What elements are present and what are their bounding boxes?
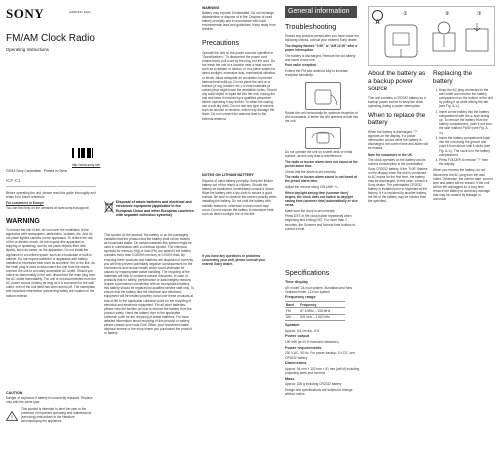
when-replace-heading: When to replace the battery: [368, 111, 426, 127]
warning-text: To reduce the risk of fire, do not cover the ventilation of the apparatus with newspapers, tablecloths, curtains, etc. And do not place lighted candles on the apparatus. To reduce the risk of fire or electric shock, do not expose this apparatus to dripping or splashing, and do not place objects filled with liquids, such as vases, on the apparatus. Do not install the appliance in a confined space, such as a bookcase or built-in cabinet. Do not expose batteries or apparatus with battery installed to excessive heat such as sunshine, fire or the like. As the main plug is used to disconnect the unit from the mains, connect the unit to an easily accessible AC outlet. Should you notice an abnormality in the unit, disconnect the main plug from the AC outlet immediately. The unit is not disconnected from the AC power source (mains) as long as it is connected to the wall outlet, even if the unit itself has been turned off. The nameplate and important information concerning safety are located on the bottom exterior.: [6, 228, 96, 298]
trouble-question: The display flashes "0:00" or "AM 12:00" after a power interruption.: [285, 43, 358, 52]
page-subtitle: Operating Instructions: [6, 47, 49, 52]
spec-heading: Power requirements: [285, 345, 322, 350]
spec-heading: Speaker: [285, 323, 300, 327]
trouble-answer: Check that the alarm is set correctly.: [285, 169, 337, 174]
caution-heading: CAUTION: [6, 391, 23, 395]
trouble-question: The radio or buzzer alarm sound is not heard at the preset alarm time.: [285, 175, 357, 184]
replacing-step: 4. Press FOLDER to remove "?" from the display.: [439, 158, 493, 166]
trouble-answer: Do not operate the unit on a steel desk or metal surface, as this may lead to interference.: [285, 150, 353, 159]
troubleshooting-list: [285, 34, 360, 79]
spec-text: Approx. 326 g including CR2032 battery: [285, 382, 342, 387]
questions-text: If you have any questions or problems concerning your unit, please consult your nearest Sony dealer.: [202, 254, 266, 267]
trouble-question: The radio or buzzer alarm does not sound at the preset alarm time.: [285, 159, 358, 168]
specifications-list: [285, 280, 360, 398]
radio-antenna-illustration: [305, 82, 341, 110]
when-replace-text: When the battery is discharged, "?" appears on the display. If a power interruption occurs while the battery is discharged, the current time and alarm will be erased.: [368, 129, 428, 151]
replacing-heading: Replacing the battery: [433, 70, 473, 85]
spec-text: Approx. 5.6 cm dia., 8 Ω: [285, 328, 320, 333]
figure-step-3: ③: [477, 11, 482, 17]
symbol-note: This symbol is intended to alert the user to the presence of important operating and maintenance (servicing) instructions in the literature accompanying the appliance.: [21, 407, 92, 424]
table-cell: FM: [285, 308, 299, 314]
table-cell: 531 kHz – 1 602 kHz: [299, 314, 345, 320]
svg-text:!: !: [11, 415, 13, 421]
troubleshooting-intro: Should any problem persist after you have made the following checks, consult your nearest Sony dealer.: [285, 34, 359, 43]
spec-heading: Mass: [285, 376, 295, 381]
battery-backup-text: This unit contains a CR2032 battery as a backup power source to keep the clock operating during a power interruption.: [368, 95, 426, 108]
warning2-text: Battery may explode if mistreated. Do not recharge, disassemble or dispose of in fire. Dispose of used battery promptly and in accordance with local environmental laws and guidelines. Keep away from children.: [202, 11, 276, 32]
trouble-answer: Make sure the clock is set correctly.: [285, 208, 336, 213]
spec-heading: Dimensions: [285, 361, 307, 366]
note-batteries-text: The clock operates on the battery and its current consumption is the preinstalled Sony CR2032 battery. If the "0:00" flashes on the display when the unit is connected to AC mains for the first time, the battery may be discharged. In this case, consult a Sony dealer. The preinstalled CR2032 battery is installed prior to shipment at the factory. If it is replaced by another battery, the life of the battery may be shorter than the specified.: [368, 158, 428, 204]
figure-step-1: ①: [403, 11, 408, 17]
column-5: [368, 6, 493, 466]
replacing-steps: [433, 88, 493, 166]
figure-label: A: [375, 20, 380, 26]
column-2: [104, 200, 194, 470]
warning-heading: WARNING: [6, 218, 40, 225]
spec-heading: Power output: [285, 334, 310, 339]
customers-europe-heading: For customers in Europe: [6, 200, 44, 205]
specifications-heading: Specifications: [285, 268, 330, 277]
trouble-question: When daylight saving time (summer time) begins, the clock does not switch to daylight saving time (summer time) automatically or vice versa.: [285, 190, 358, 207]
column-4: [285, 6, 360, 466]
trouble-question: Poor radio reception.: [285, 63, 318, 68]
spec-heading: Frequency range: [285, 295, 316, 300]
general-info-banner: [285, 6, 357, 18]
spec-text: UK model: 24-hour system. Australian and New Zealand model: 12-hour system: [285, 285, 352, 294]
replacing-step: 1. Keep the AC plug connected to the wall outlet and remove the battery compartment on the bottom of the unit by pulling it up while sliding the tab (see Fig. A-①).: [439, 88, 493, 108]
notes-lithium-heading: NOTES ON LITHIUM BATTERY: [202, 173, 254, 177]
brand-logo: SONY: [6, 6, 45, 21]
trouble-list-2: [285, 150, 360, 232]
table-header-cell: Frequency: [299, 302, 345, 308]
figure-step-2: ②: [445, 11, 450, 17]
replacing-notes: When you remove the battery, do not disconnect the AC plug from the wall outlet. Otherwise, the current date, current time and alarm will be erased. If the unit will be left unplugged for a long time, remove the battery to avoid any damage that may be caused by leakage or corrosion.: [433, 168, 493, 202]
barcode: [72, 148, 92, 158]
intro-text: [6, 191, 96, 212]
spec-text: 100 mW (at 10 % harmonic distortion): [285, 340, 339, 345]
trouble-answer: Rotate the unit horizontally for optimum reception of AM broadcasts. A ferrite bar AM antenna is built into the unit.: [285, 111, 359, 124]
trouble-answer: Extend the FM wire antenna fully to increase reception sensitivity.: [285, 69, 348, 78]
column-3: [202, 6, 277, 466]
warning-triangle-icon: [6, 408, 18, 426]
table-cell: AM: [285, 314, 299, 320]
printed-in: Printed in China: [44, 169, 67, 173]
intro-paragraph: Before operating the unit, please read this guide thoroughly and retain it for future reference.: [6, 191, 96, 200]
disposal-text: This symbol on the product, the battery or on the packaging indicates that the product and the battery shall not be treated as household waste. On certain batteries this symbol might be used in combination with a chemical symbol. The chemical symbols for mercury (Hg) or lead (Pb) are added if the battery contains more than 0.0005% mercury or 0.004% lead. By ensuring these products and batteries are disposed of correctly, you will help prevent potentially negative consequences for the environment and human health which could otherwise be caused by inappropriate waste handling. The recycling of the materials will help to conserve natural resources. In case of products that for safety, performance or data integrity reasons require a permanent connection with an incorporated battery, this battery should be replaced by qualified service staff only. To ensure that the battery and the electrical and electronic equipment will be treated properly, hand over these products at end-of-life to the applicable collection point for the recycling of electrical and electronic equipment. For all other batteries, please view the section on how to remove the battery from the product safely. Hand the battery over to the applicable collection point for the recycling of waste batteries. For more detailed information about recycling of this product or battery, please contact your local Civic Office, your household waste disposal service or the shop where you purchased the product or battery.: [104, 233, 194, 336]
frequency-table: [285, 301, 345, 321]
compartment-insert-illustration: [463, 21, 491, 64]
rule: [6, 186, 96, 187]
note-batteries-heading: Note for customers in the UK: [368, 153, 413, 158]
column-5a: [368, 70, 428, 203]
customers-europe-text: You can find help on the websites at www.sony.eu/support/: [6, 206, 89, 211]
model-number: ICF-C1: [6, 178, 21, 183]
trouble-answer: Press DST or the clock button repeatedly when beginning and ending DST. For more than 3 seconds, the Summer and Normal time buttons to correct a time.: [285, 214, 356, 231]
warning2-heading: WARNING: [202, 6, 220, 10]
radio-bottom-illustration: [381, 19, 421, 66]
table-row: [285, 314, 345, 320]
copyright: ©2015 Sony Corporation: [6, 169, 42, 173]
trouble-answer: Adjust the volume using VOLUME +/–.: [285, 185, 340, 190]
replacing-step: 3. Insert the battery compartment back into the unit along the groove and push it from above until it clicks (see Fig. A-③). The clock is in the battery compartment.: [439, 136, 493, 156]
replacing-step: 2. Insert a new battery into the battery compartment with the ⊕ side facing up. To remove the battery from the battery compartment, push it out from the side marked PUSH (see Fig. A-②).: [439, 110, 493, 135]
spec-text: 230 V AC, 50 Hz. For power backup: 3 V DC, one CR2032 battery: [285, 351, 355, 360]
battery-insert-illustration: [429, 19, 459, 64]
disposal-heading: Disposal of waste batteries and electrical and electronic equipment (applicable in the European Union and other European countries with separate collection systems): [116, 200, 194, 217]
column-5b: [433, 70, 493, 201]
doc-code: 4-000-517-12(1): [69, 10, 91, 14]
precautions-heading: Precautions: [202, 40, 239, 47]
precautions-text: Operate the unit on the power sources specified in "Specifications." To disconnect the power cord (mains lead), pull it out by the plug, not the cord. Do not leave the unit in a location near a heat source such as a radiator or airduct, or in a place subject to direct sunlight, excessive dust, mechanical vibration, or shock. Allow adequate air circulation to prevent internal heat build-up. Do not place the unit on a surface (a rug, blanket, etc.) or near materials (a curtain) that might block the ventilation holes. Should any solid object or liquid fall into the unit, unplug the unit and have it checked by a qualified personnel before operating it any further. To clean the casing, use a soft dry cloth. Do not use any type of solvent, such as alcohol or benzine, which may damage the finish. Do not connect the antenna lead to the external antenna.: [202, 51, 277, 121]
website-link[interactable]: http://www.sony.net/: [72, 163, 101, 167]
radio-rotate-illustration: [305, 127, 341, 149]
general-info-label: General information: [288, 8, 350, 15]
barcode-bar: [92, 148, 93, 158]
column-1: [6, 6, 101, 466]
figure-a: [368, 6, 495, 66]
troubleshooting-heading: Troubleshooting: [285, 22, 337, 31]
table-cell: 87.5 MHz – 108 MHz: [299, 308, 345, 314]
spec-text: Approx. 94 mm × 102 mm × 91 mm (w/h/d) including projecting parts and controls: [285, 366, 360, 375]
page-title: FM/AM Clock Radio: [6, 33, 95, 44]
design-note: Design and specifications are subject to change without notice.: [285, 388, 353, 397]
battery-backup-heading: About the battery as a backup power source: [368, 70, 426, 92]
caution-text: Danger of explosion if battery is incorrectly replaced. Replace only with the same type.: [6, 396, 93, 405]
bin-icon: [104, 200, 114, 218]
spec-heading: Time display: [285, 280, 308, 284]
notes-lithium-text: Dispose of used battery promptly. Keep the lithium battery out of the reach of children. Should the battery be swallowed, immediately consult a doctor. Wipe the battery with a dry cloth to assure a good contact. Be sure to observe the correct polarity when installing the battery. Do not hold the battery with metallic tweezers, otherwise a short-circuit may occur. Do not expose the battery to excessive heat such as direct sunlight, fire or the like.: [202, 179, 277, 216]
table-header-cell: Band: [285, 302, 299, 308]
trouble-answer: The battery is discharged. Remove the old battery and insert a new one.: [285, 53, 356, 62]
